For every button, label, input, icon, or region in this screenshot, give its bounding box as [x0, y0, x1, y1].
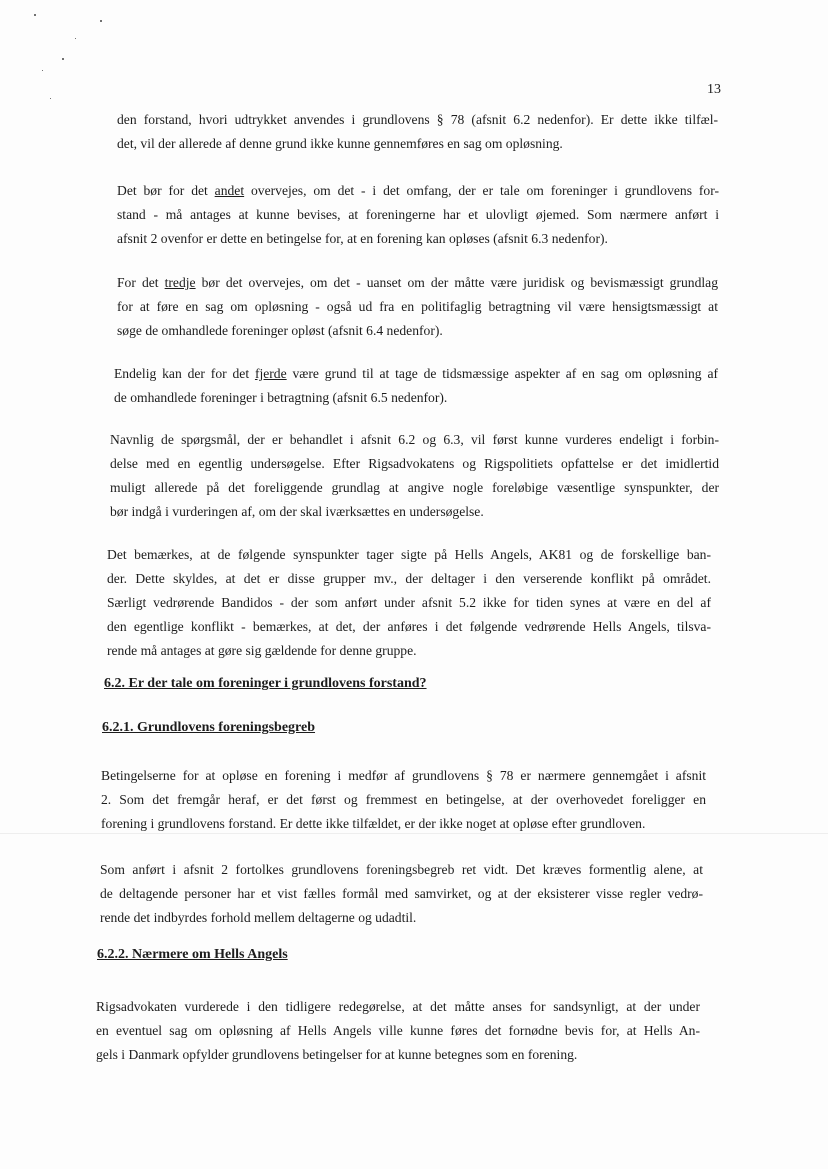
text-line: søge de omhandlede foreninger opløst (afsnit 6.4 nedenfor). — [117, 323, 443, 338]
paragraph-7 — [101, 764, 706, 836]
text-line: Navnlig de spørgsmål, der er behandlet i afsnit 6.2 og 6.3, vil først kunne vurderes endeligt i forbin- — [110, 432, 719, 447]
text-line: rende det indbyrdes forhold mellem deltagerne og udadtil. — [100, 910, 417, 925]
paragraph-5 — [110, 428, 719, 524]
underlined-word: tredje — [164, 275, 196, 290]
scan-speck — [50, 98, 51, 99]
scan-speck — [75, 38, 76, 39]
text-run: overvejes, om det - i det omfang, der er tale om foreninger i grundlovens for- — [244, 183, 719, 198]
text-line: Betingelserne for at opløse en forening i medfør af grundlovens § 78 er nærmere gennemgået i afsnit — [101, 768, 706, 783]
text-line: Rigsadvokaten vurderede i den tidligere redegørelse, at det måtte anses for sandsynligt, at der under — [96, 999, 700, 1014]
text-line: der. Dette skyldes, at det er disse grupper mv., der deltager i den verserende konflikt på området. — [107, 571, 711, 586]
text-line: de omhandlede foreninger i betragtning (afsnit 6.5 nedenfor). — [114, 390, 448, 405]
text-line — [117, 179, 719, 203]
paragraph-4 — [114, 362, 718, 410]
text-line: 2. Som det fremgår heraf, er det først og fremmest en betingelse, at der overhovedet foreligger en — [101, 792, 706, 807]
text-run: bør det overvejes, om det - uanset om der måtte være juridisk og bevismæssigt grundlag — [195, 275, 718, 290]
text-line: forening i grundlovens forstand. Er dette ikke tilfældet, er der ikke noget at opløse efter grundloven. — [101, 816, 646, 831]
section-heading-6-2-1: 6.2.1. Grundlovens foreningsbegreb — [102, 720, 316, 735]
text-line — [114, 362, 718, 386]
text-line: gels i Danmark opfylder grundlovens betingelser for at kunne betegnes som en forening. — [96, 1047, 578, 1062]
text-line: Det bemærkes, at de følgende synspunkter tager sigte på Hells Angels, AK81 og de forskellige ban- — [107, 547, 711, 562]
scan-speck — [100, 20, 102, 22]
paragraph-2 — [117, 179, 719, 251]
text-run: være grund til at tage de tidsmæssige aspekter af en sag om opløsning af — [286, 366, 718, 381]
underlined-word: fjerde — [254, 366, 287, 381]
text-line: en eventuel sag om opløsning af Hells Angels ville kunne føres det fornødne bevis for, at Hells An- — [96, 1023, 700, 1038]
text-line: det, vil der allerede af denne grund ikke kunne gennemføres en sag om opløsning. — [117, 136, 563, 151]
text-line: bør indgå i vurderingen af, om der skal iværksættes en undersøgelse. — [110, 504, 484, 519]
text-line: for at føre en sag om opløsning - også ud fra en politifaglig betragtning vil være hensigtsmæssigt at — [117, 299, 718, 314]
text-line: den forstand, hvori udtrykket anvendes i grundlovens § 78 (afsnit 6.2 nedenfor). Er dette ikke tilfæl- — [117, 112, 718, 127]
text-line: muligt allerede på det foreliggende grundlag at angive nogle foreløbige væsentlige synspunkter, der — [110, 480, 719, 495]
text-run: Endelig kan der for det — [114, 366, 255, 381]
paragraph-8 — [100, 858, 703, 930]
text-line: afsnit 2 ovenfor er dette en betingelse for, at en forening kan opløses (afsnit 6.3 nedenfor). — [117, 231, 608, 246]
text-line: stand - må antages at kunne bevises, at foreningerne har et ulovligt øjemed. Som nærmere anført i — [117, 207, 719, 222]
text-line — [117, 271, 718, 295]
paragraph-9 — [96, 995, 700, 1067]
paragraph-3 — [117, 271, 718, 343]
text-run: Det bør for det — [117, 183, 215, 198]
text-run: For det — [117, 275, 165, 290]
text-line: delse med en egentlig undersøgelse. Efter Rigsadvokatens og Rigspolitiets opfattelse er det imidlertid — [110, 456, 719, 471]
paragraph-1 — [117, 108, 718, 156]
scan-speck — [34, 14, 36, 16]
text-line: Som anført i afsnit 2 fortolkes grundlovens foreningsbegreb ret vidt. Det kræves formentlig alene, at — [100, 862, 703, 877]
underlined-word: andet — [214, 183, 245, 198]
scan-speck — [42, 70, 43, 71]
page-number: 13 — [707, 82, 721, 97]
text-line: den egentlige konflikt - bemærkes, at det, der anføres i det følgende vedrørende Hells Angels, tilsva- — [107, 619, 711, 634]
text-line: rende må antages at gøre sig gældende for denne gruppe. — [107, 643, 417, 658]
paragraph-6 — [107, 543, 711, 663]
section-heading-6-2: 6.2. Er der tale om foreninger i grundlovens forstand? — [104, 676, 427, 691]
section-heading-6-2-2: 6.2.2. Nærmere om Hells Angels — [97, 947, 288, 962]
text-line: Særligt vedrørende Bandidos - der som anført under afsnit 5.2 ikke for tiden synes at være en del af — [107, 595, 711, 610]
text-line: de deltagende personer har et vist fælles formål med samvirket, og at der eksisterer visse regler vedrø- — [100, 886, 703, 901]
scan-speck — [62, 58, 64, 60]
